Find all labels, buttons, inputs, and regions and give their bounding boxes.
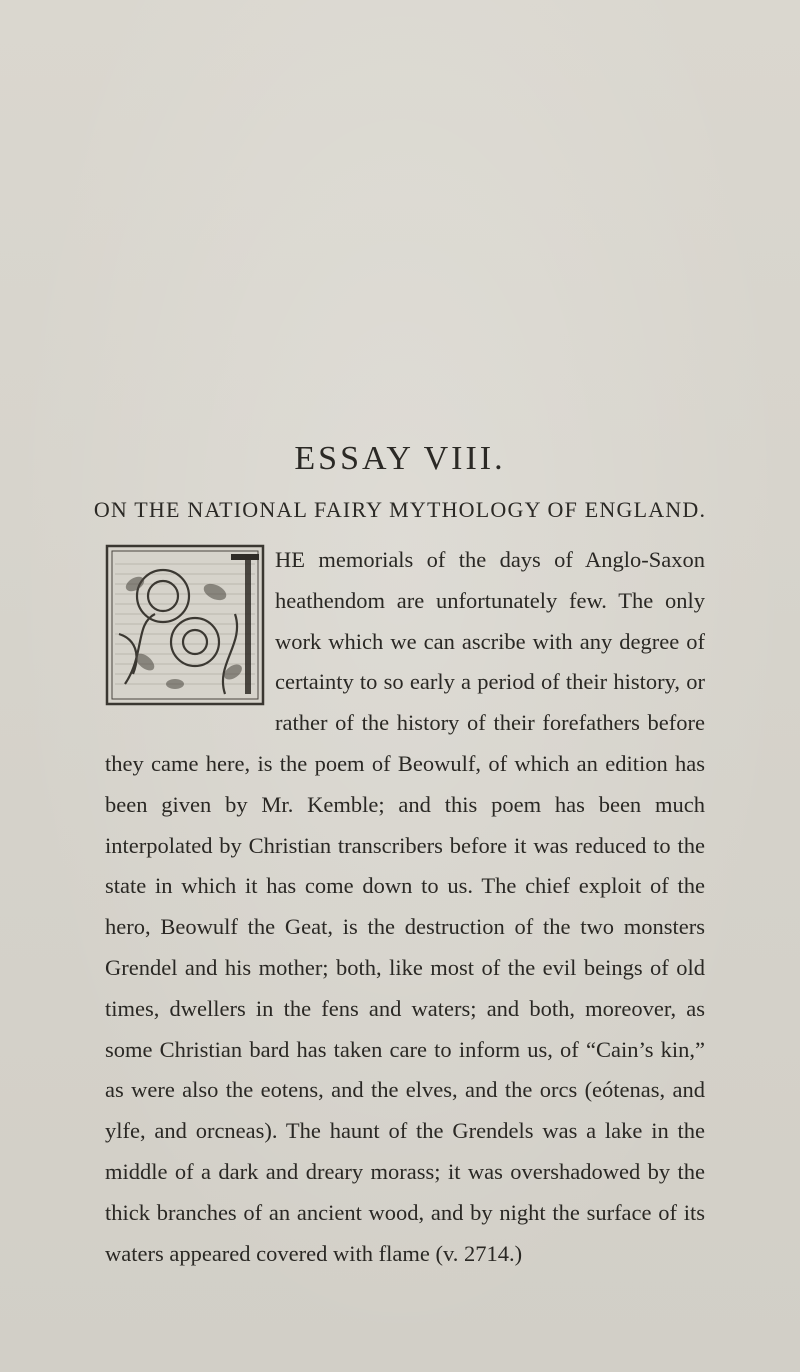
body-paragraph: HE memorials of the days of Anglo-Saxon heathendom are unfortunately few. The only work which we can ascribe with any degree of certainty to so early a period of their history, or rather of the history of their forefathers before they came here, is the poem of Beowulf, of which an edition has been given by Mr. Kemble; and this poem has been much interpolated by Christian transcribers before it was reduced to the state in which it has come down to us. The chief exploit of the hero, Beowulf the Geat, is the destruction of the two monsters Grendel and his mother; both, like most of the evil beings of old times, dwellers in the fens and waters; and both, moreover, as some Christian bard has taken care to inform us, of “Cain’s kin,” as were also the eotens, and the elves, and the orcs (eótenas, and ylfe, and orcneas). The haunt of the Grendels was a lake in the middle of a dark and dreary morass; it was overshadowed by the thick branches of an ancient wood, and by night the surface of its waters appeared covered with flame (v. 2714.): [105, 547, 705, 1266]
essay-title: ESSAY VIII.: [294, 440, 506, 477]
essay-subtitle: ON THE NATIONAL FAIRY MYTHOLOGY OF ENGLAND.: [93, 497, 707, 522]
body-paragraph-container: [105, 540, 705, 1274]
ornamental-drop-cap-icon: [105, 544, 265, 706]
